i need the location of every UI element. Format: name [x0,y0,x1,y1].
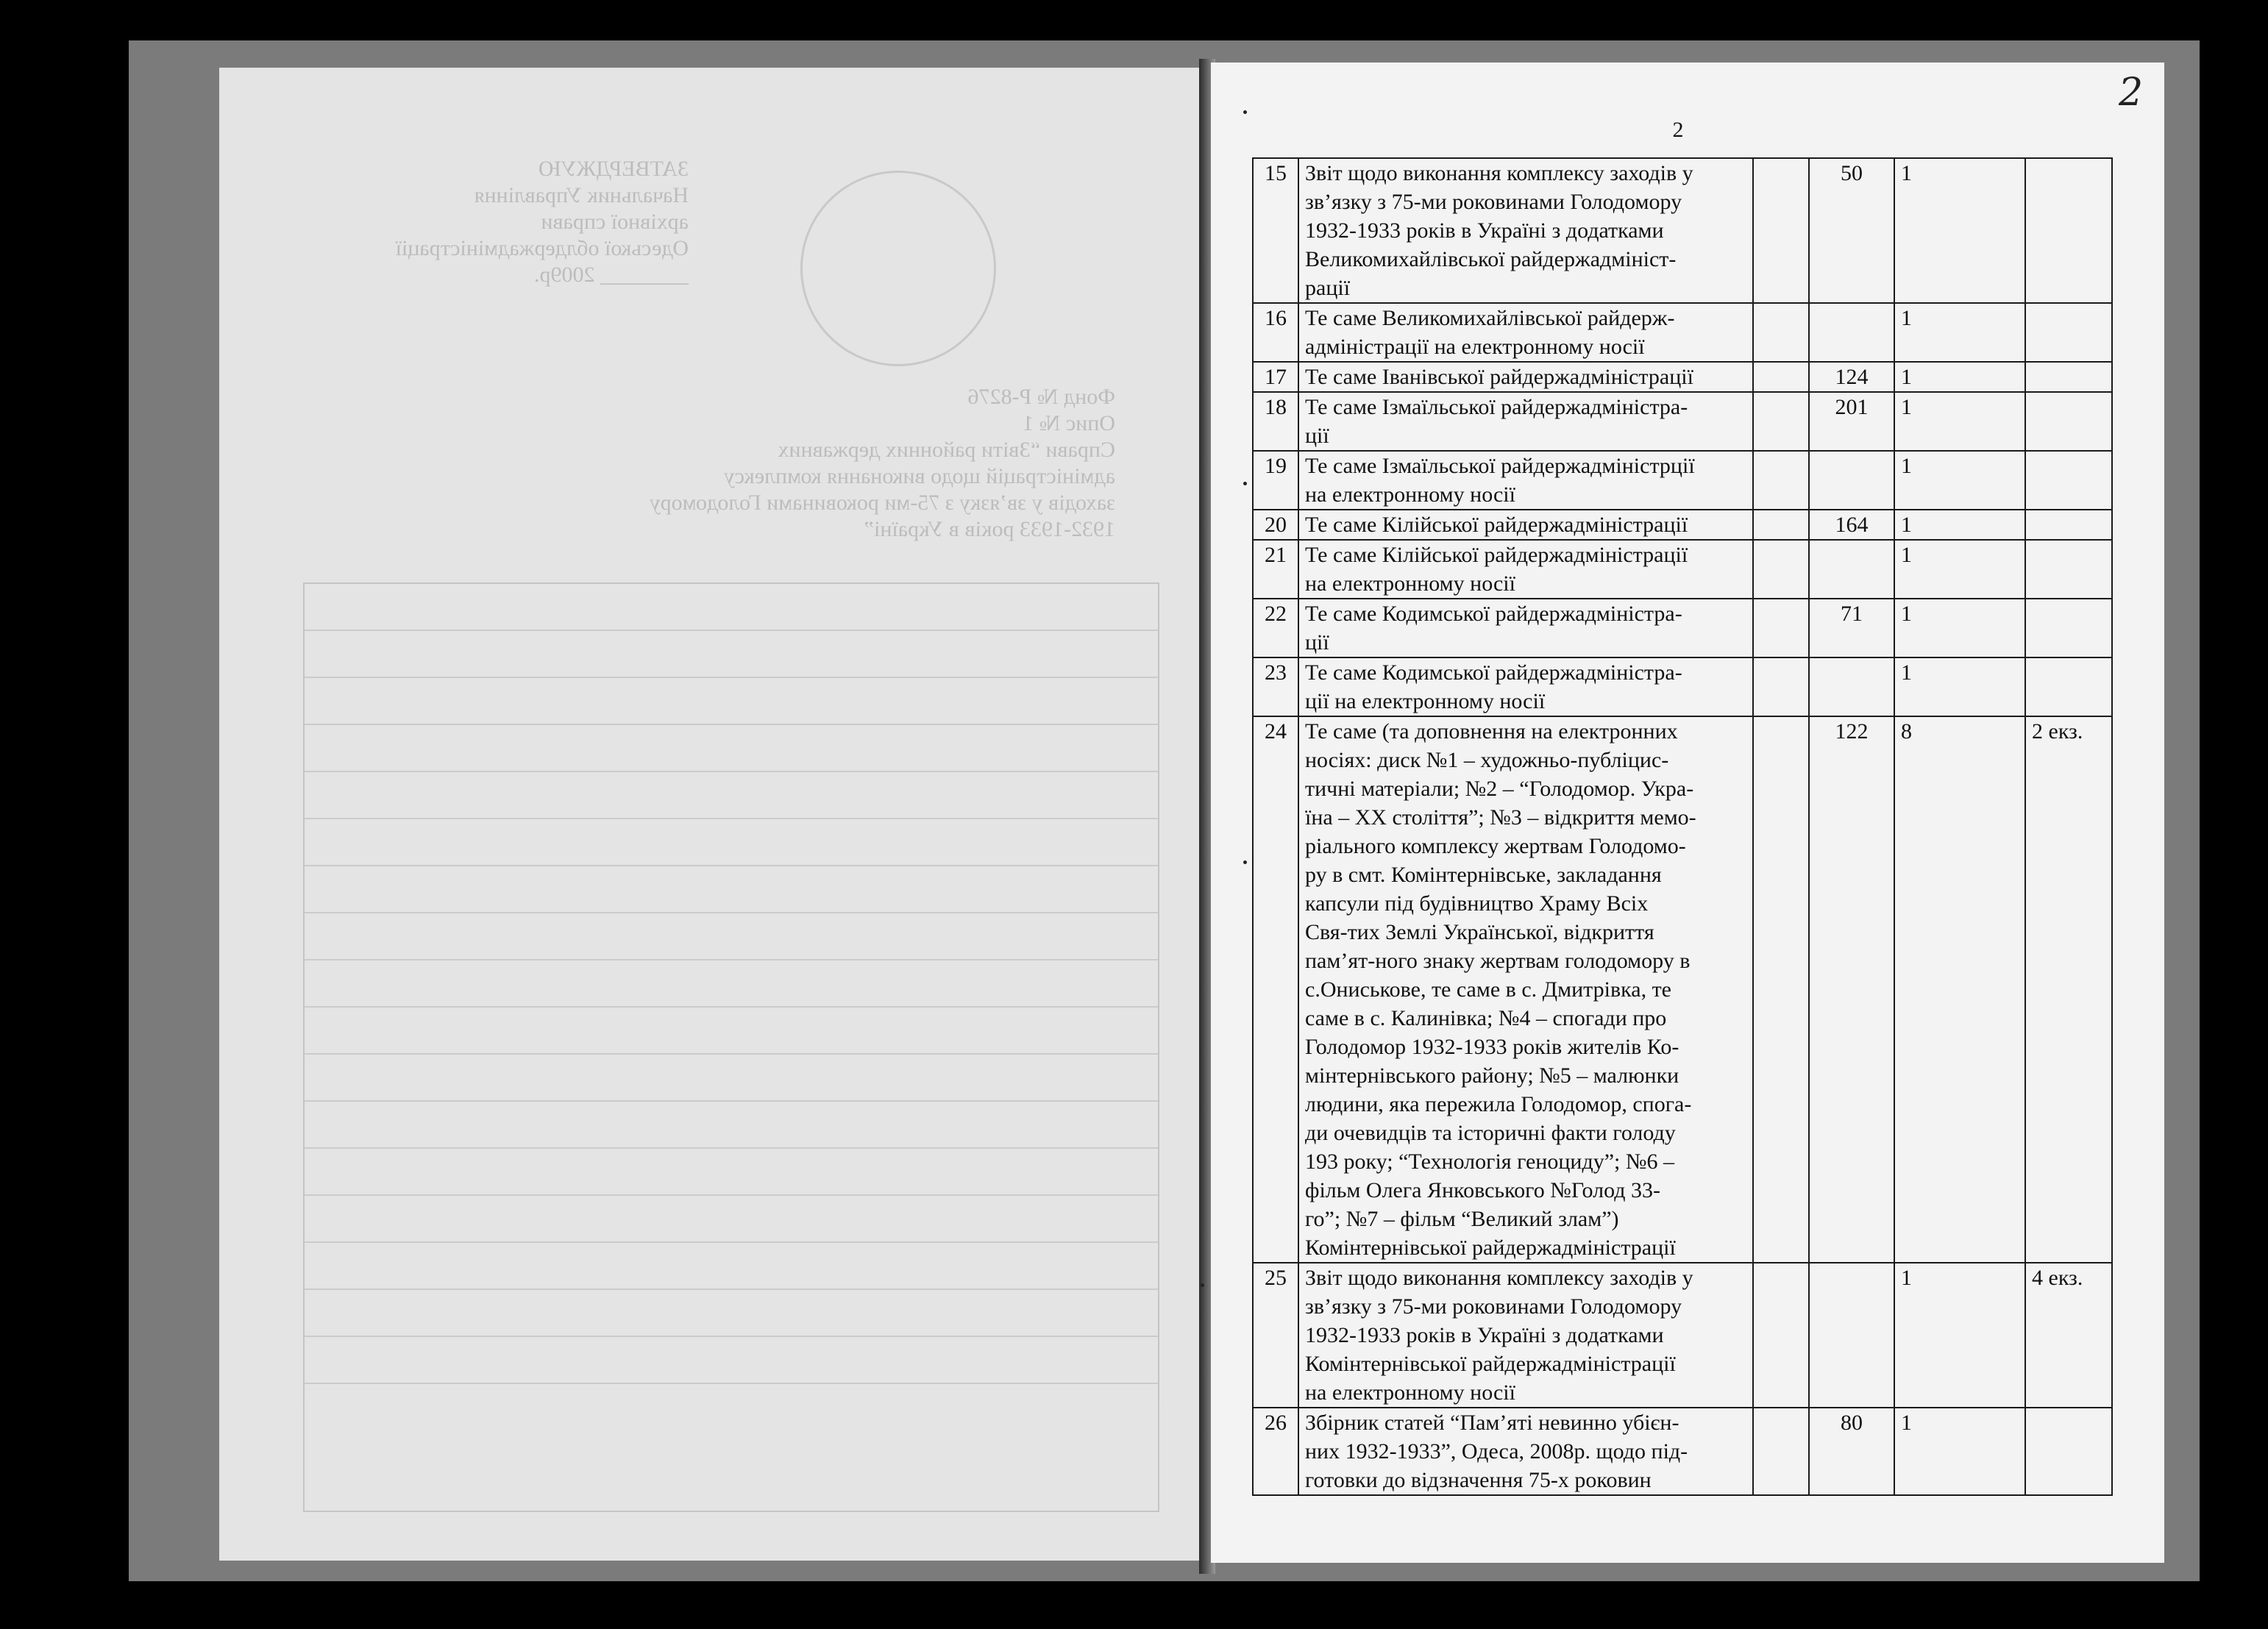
row-number: 19 [1253,451,1298,510]
ink-dot [1243,482,1247,485]
units-count: 1 [1894,657,2025,716]
ink-dot [1243,110,1247,114]
case-title: Те саме Ізмаїльської райдержадміністра- ції [1298,392,1753,451]
dates-cell [1753,451,1809,510]
notes-cell [2025,158,2112,303]
notes-cell [2025,540,2112,599]
dates-cell [1753,392,1809,451]
notes-cell: 2 екз. [2025,716,2112,1263]
row-number: 23 [1253,657,1298,716]
row-number: 25 [1253,1263,1298,1408]
ink-dot [1243,860,1247,864]
table-row [1253,540,2112,599]
dates-cell [1753,716,1809,1263]
notes-cell: 4 екз. [2025,1263,2112,1408]
case-title: Те саме (та доповнення на електронних носіях: диск №1 – художньо-публіцис- тичні матеріали; №2 – “Голодомор. Укра- їна – ХХ століття”; №3 – відкриття мемо- ріального комплексу жертвам Голодомо- ру в смт. Комінтернівське, закладання капсули під будівництво Храму Всіх Свя-тих Землі Української, відкриття пам’ят-ного знаку жертвам голодомору в с.Ониськове, те саме в с. Дмитрівка, те саме в с. Калинівка; №4 – спогади про Голодомор 1932-1933 років жителів Ко- мінтернівського району; №5 – малюнки людини, яка пережила Голодомор, спога- ди очевидців та історичні факти голоду 193 року; “Технологія геноциду”; №6 – фільм Олега Янковського №Голод 33- го”; №7 – фільм “Великий злам”) Комінтернівської райдержадміністрації [1298,716,1753,1263]
table-row [1253,510,2112,540]
dates-cell [1753,657,1809,716]
units-count: 1 [1894,599,2025,657]
row-number: 18 [1253,392,1298,451]
units-count: 1 [1894,540,2025,599]
units-count: 1 [1894,510,2025,540]
case-title: Звіт щодо виконання комплексу заходів у зв’язку з 75-ми роковинами Голодомору 1932-1933 років в Україні з додатками Великомихайлівської райдержадмініст- рації [1298,158,1753,303]
case-title: Те саме Кодимської райдержадміністра- ції [1298,599,1753,657]
dates-cell [1753,1263,1809,1408]
notes-cell [2025,451,2112,510]
sheets-count [1809,1263,1894,1408]
dates-cell [1753,540,1809,599]
dates-cell [1753,1408,1809,1495]
case-title: Те саме Кілійської райдержадміністрації [1298,510,1753,540]
row-number: 15 [1253,158,1298,303]
table-row [1253,303,2112,362]
table-row [1253,657,2112,716]
sheets-count: 71 [1809,599,1894,657]
row-number: 20 [1253,510,1298,540]
units-count: 1 [1894,303,2025,362]
sheets-count: 80 [1809,1408,1894,1495]
approval-block: ЗАТВЕРДЖУЮ Начальник Управління архівної справи Одеської облдержадміністрації ________ 2009р. [395,157,689,287]
inventory-table [1252,157,2113,1496]
sheets-count [1809,451,1894,510]
row-number: 17 [1253,362,1298,392]
notes-cell [2025,362,2112,392]
sheets-count [1809,540,1894,599]
table-row [1253,599,2112,657]
case-title: Звіт щодо виконання комплексу заходів у зв’язку з 75-ми роковинами Голодомору 1932-1933 років в Україні з додатками Комінтернівської райдержадміністрації на електронному носії [1298,1263,1753,1408]
notes-cell [2025,657,2112,716]
ink-dot [1201,1283,1204,1287]
table-row [1253,158,2112,303]
table-row [1253,716,2112,1263]
dates-cell [1753,158,1809,303]
table-row [1253,1408,2112,1495]
list-title: Фонд № Р-8276 Опис № 1 Справи “Звіти районних державних адміністрацій щодо виконання комплексу заходів у зв’язку з 75-ми роковинами Голодомору 1932-1933 років в Україні” [650,385,1115,541]
units-count: 8 [1894,716,2025,1263]
sheets-count: 164 [1809,510,1894,540]
case-title: Те саме Кодимської райдержадміністра- ції на електронному носії [1298,657,1753,716]
dates-cell [1753,362,1809,392]
row-number: 21 [1253,540,1298,599]
sheets-count [1809,303,1894,362]
table-row [1253,362,2112,392]
sheets-count: 122 [1809,716,1894,1263]
row-number: 16 [1253,303,1298,362]
table-row [1253,392,2112,451]
dates-cell [1753,303,1809,362]
dates-cell [1753,510,1809,540]
row-number: 22 [1253,599,1298,657]
bleed-through-table [303,582,1159,1512]
bleed-through-text [219,68,1204,1561]
case-title: Збірник статей “Пам’яті невинно убієн- них 1932-1933”, Одеса, 2008р. щодо під- готовки до відзначення 75-х роковин [1298,1408,1753,1495]
handwritten-page-mark: 2 [2119,71,2144,115]
dates-cell [1753,599,1809,657]
left-page [219,68,1204,1561]
table-row [1253,451,2112,510]
row-number: 26 [1253,1408,1298,1495]
case-title: Те саме Іванівської райдержадміністрації [1298,362,1753,392]
units-count: 1 [1894,158,2025,303]
row-number: 24 [1253,716,1298,1263]
sheets-count: 124 [1809,362,1894,392]
units-count: 1 [1894,1263,2025,1408]
case-title: Те саме Кілійської райдержадміністрації на електронному носії [1298,540,1753,599]
notes-cell [2025,303,2112,362]
table-row [1253,1263,2112,1408]
units-count: 1 [1894,392,2025,451]
sheets-count: 201 [1809,392,1894,451]
sheets-count [1809,657,1894,716]
units-count: 1 [1894,451,2025,510]
units-count: 1 [1894,1408,2025,1495]
case-title: Те саме Великомихайлівської райдерж- адміністрації на електронному носії [1298,303,1753,362]
units-count: 1 [1894,362,2025,392]
sheets-count: 50 [1809,158,1894,303]
faded-stamp [800,171,996,366]
notes-cell [2025,599,2112,657]
notes-cell [2025,510,2112,540]
case-title: Те саме Ізмаїльської райдержадміністрції на електронному носії [1298,451,1753,510]
notes-cell [2025,1408,2112,1495]
notes-cell [2025,392,2112,451]
page-number: 2 [1672,118,1684,142]
